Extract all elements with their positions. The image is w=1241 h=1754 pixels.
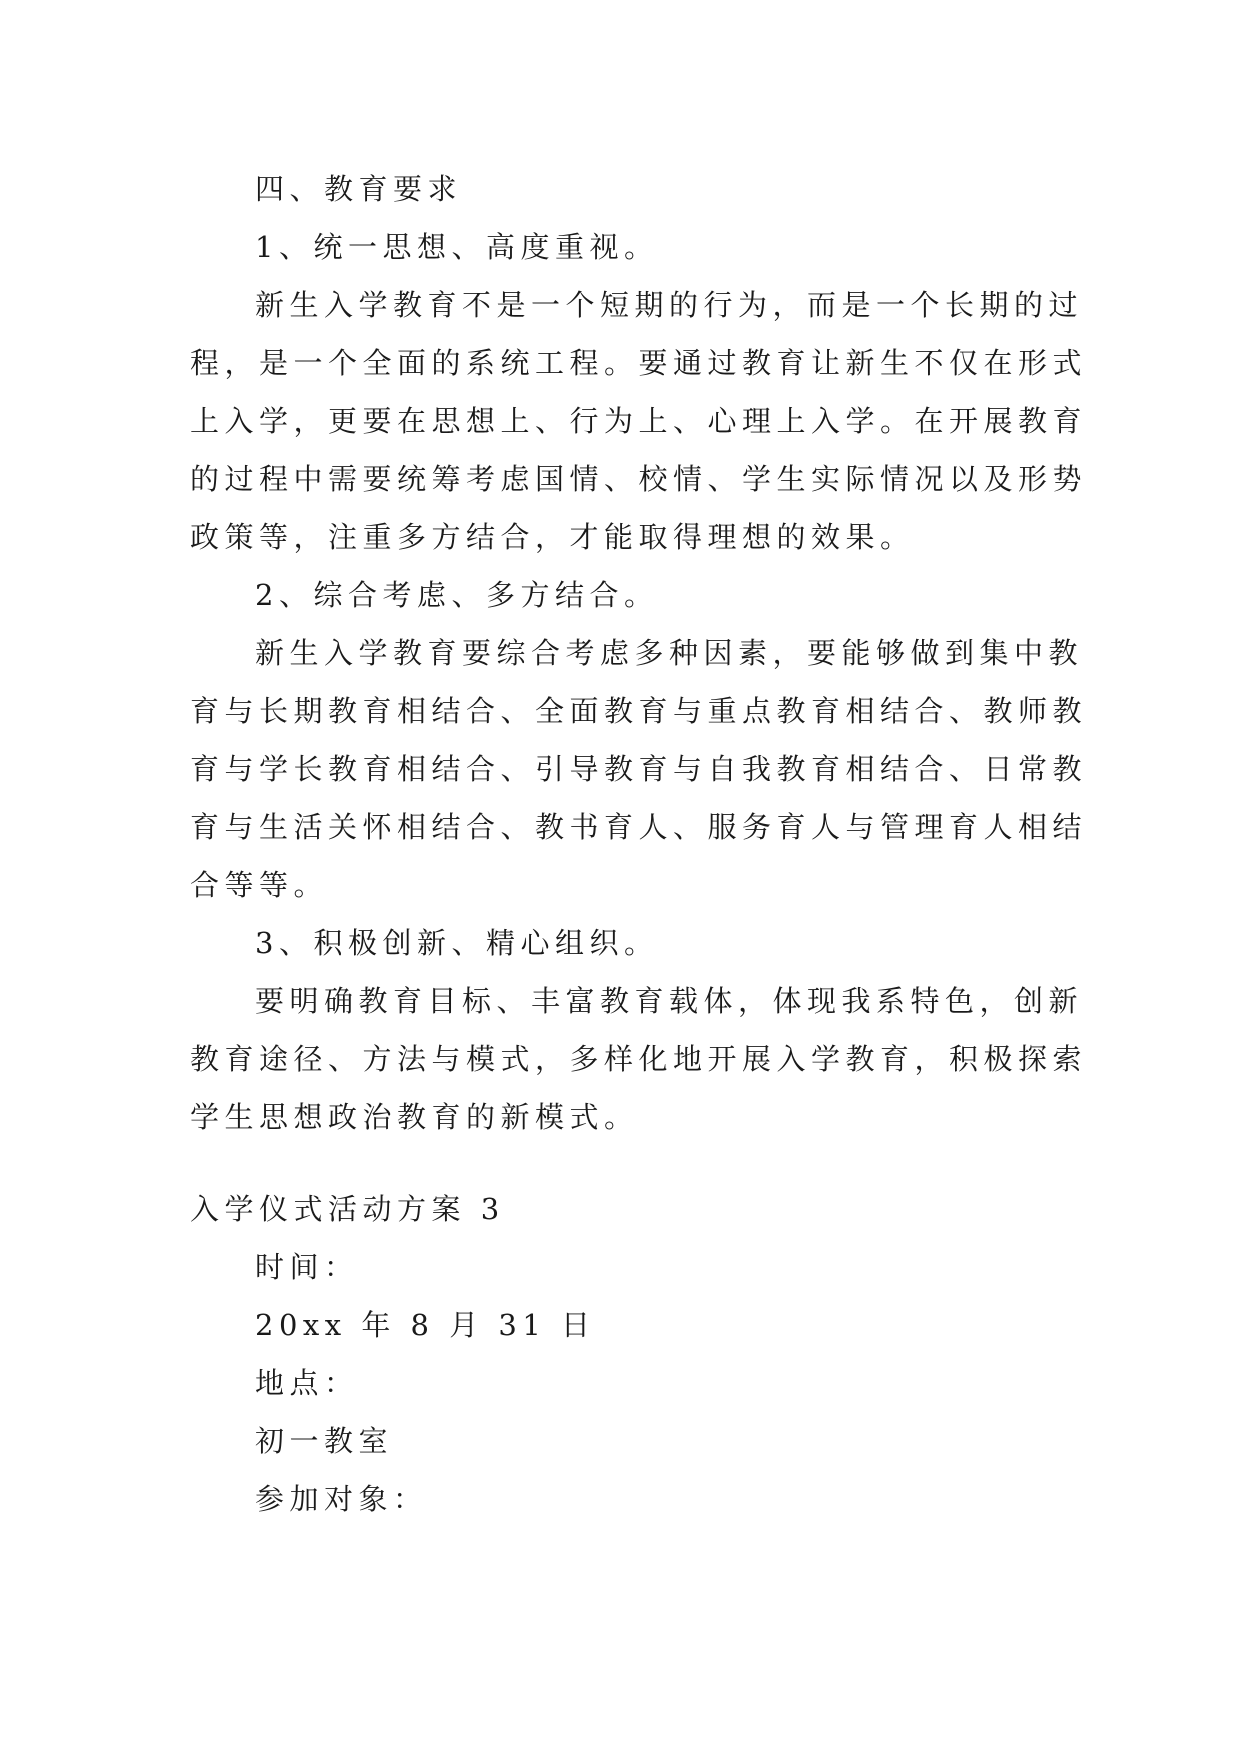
paragraph-line: 育与长期教育相结合、全面教育与重点教育相结合、教师教 <box>190 694 1088 728</box>
paragraph-line: 育与学长教育相结合、引导教育与自我教育相结合、日常教 <box>190 752 1088 786</box>
participants-label: 参加对象： <box>255 1482 428 1516</box>
paragraph-line: 要明确教育目标、丰富教育载体，体现我系特色，创新 <box>255 984 1084 1018</box>
place-value: 初一教室 <box>255 1424 394 1458</box>
item-3-paragraph <box>190 972 1088 1146</box>
paragraph-line: 的过程中需要统筹考虑国情、校情、学生实际情况以及形势 <box>190 462 1088 496</box>
paragraph-line: 程，是一个全面的系统工程。要通过教育让新生不仅在形式 <box>190 346 1088 380</box>
place-label: 地点： <box>255 1366 359 1400</box>
paragraph-line: 育与生活关怀相结合、教书育人、服务育人与管理育人相结 <box>190 810 1088 844</box>
time-value: 20xx 年 8 月 31 日 <box>255 1308 596 1342</box>
paragraph-line: 政策等，注重多方结合，才能取得理想的效果。 <box>190 520 915 554</box>
document-body <box>190 160 1088 1528</box>
item-2-paragraph <box>190 624 1088 914</box>
plan-title: 入学仪式活动方案 3 <box>190 1192 505 1226</box>
item-3-title: 3、积极创新、精心组织。 <box>255 926 659 960</box>
paragraph-line: 上入学，更要在思想上、行为上、心理上入学。在开展教育 <box>190 404 1088 438</box>
section-heading: 四、教育要求 <box>255 172 463 206</box>
paragraph-line: 教育途径、方法与模式，多样化地开展入学教育，积极探索 <box>190 1042 1088 1076</box>
paragraph-line: 合等等。 <box>190 868 329 902</box>
item-1-title: 1、统一思想、高度重视。 <box>255 230 659 264</box>
item-1-paragraph <box>190 276 1088 566</box>
time-label: 时间： <box>255 1250 359 1284</box>
item-2-title: 2、综合考虑、多方结合。 <box>255 578 659 612</box>
paragraph-line: 学生思想政治教育的新模式。 <box>190 1100 639 1134</box>
paragraph-line: 新生入学教育要综合考虑多种因素，要能够做到集中教 <box>255 636 1084 670</box>
paragraph-line: 新生入学教育不是一个短期的行为，而是一个长期的过 <box>255 288 1084 322</box>
